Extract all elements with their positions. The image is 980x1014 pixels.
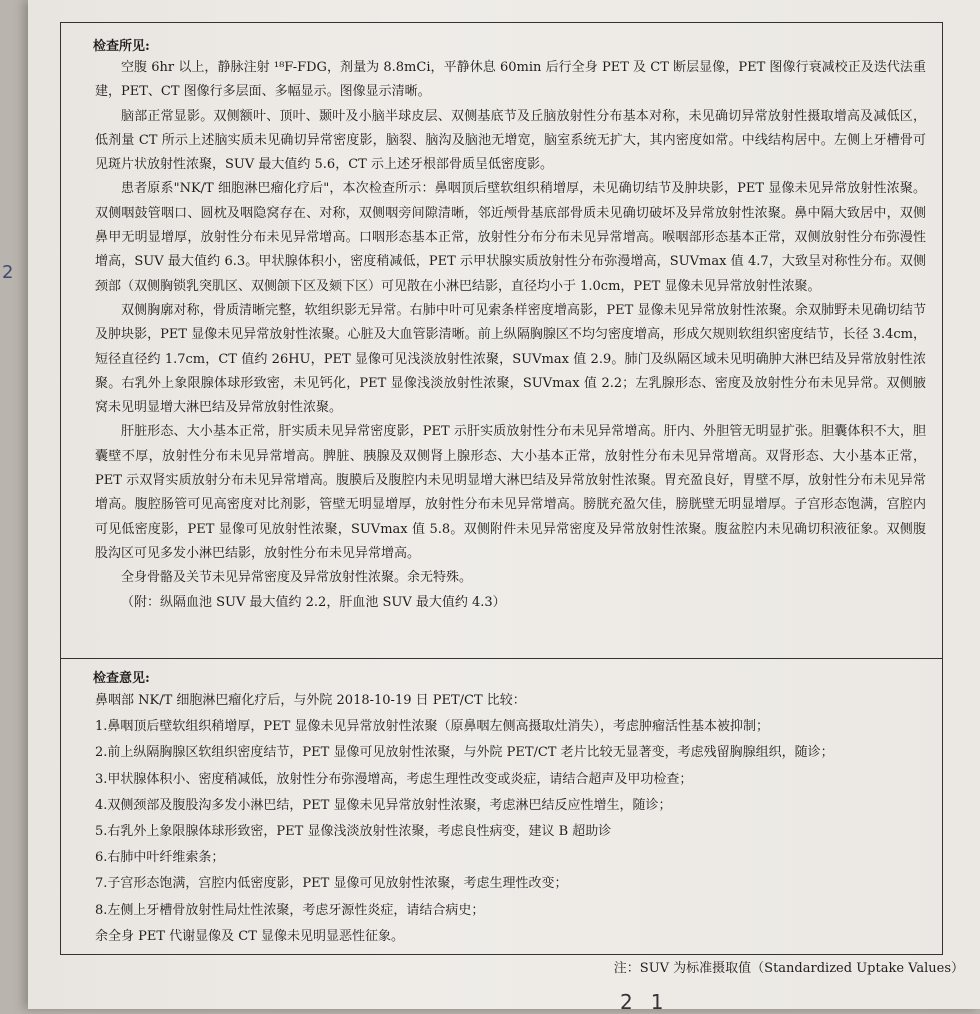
opinion-line: 3.甲状腺体积小、密度稍减低，放射性分布弥漫增高，考虑生理性改变或炎症，请结合超声及甲功检查； <box>95 771 693 787</box>
edge-mark: 2 <box>2 262 14 283</box>
opinion-title: 检查意见: <box>93 671 150 686</box>
opinion-line: 2.前上纵隔胸腺区软组织密度结节，PET 显像可见放射性浓聚，与外院 PET/CT 老片比较无显著变，考虑残留胸腺组织，随诊； <box>95 745 834 761</box>
findings-paragraph-chest: 双侧胸廓对称，骨质清晰完整，软组织影无异常。右肺中叶可见索条样密度增高影，PET 显像未见异常放射性浓聚。余双肺野未见确切结节及肿块影，PET 显像未见异常放射性浓聚。心脏及大血管影清晰。前上纵隔胸腺区不均匀密度增高，形成欠规则软组织密度结节，长径 3.4cm，短径直径约 1.7cm，CT 值约 26HU，PET 显像可见浅淡放射性浓聚，SUVmax 值 2.9。肺门及纵隔区域未见明确肿大淋巴结及异常放射性浓聚。右乳外上象限腺体球形致密，未见钙化，PET 显像浅淡放射性浓聚，SUVmax 值 2.2；左乳腺形态、密度及放射性分布未见异常。双侧腋窝未见明显增大淋巴结及异常放射性浓聚。 <box>95 302 926 416</box>
opinion-line: 8.左侧上牙槽骨放射性局灶性浓聚，考虑牙源性炎症，请结合病史； <box>95 902 485 918</box>
opinion-line: 6.右肺中叶纤维索条； <box>95 850 225 866</box>
opinion-line: 余全身 PET 代谢显像及 CT 显像未见明显恶性征象。 <box>95 928 405 944</box>
findings-paragraph-bone: 全身骨骼及关节未见异常密度及异常放射性浓聚。余无特殊。 <box>121 570 473 586</box>
findings-paragraph-scan: 空腹 6hr 以上，静脉注射 ¹⁸F-FDG，剂量为 8.8mCi，平静休息 60min 后行全身 PET 及 CT 断层显像，PET 图像行衰减校正及迭代法重建，PET、CT 图像行多层面、多幅显示。图像显示清晰。 <box>95 60 926 100</box>
page-number: 21 <box>620 990 682 1014</box>
findings-paragraph-abdomen: 肝脏形态、大小基本正常，肝实质未见异常密度影，PET 示肝实质放射性分布未见异常增高。肝内、外胆管无明显扩张。胆囊体积不大，胆囊壁不厚，放射性分布未见异常增高。脾脏、胰腺及双侧肾上腺形态、大小基本正常，放射性分布未见异常增高。双肾形态、大小基本正常，PET 示双肾实质放射分布未见异常增高。腹膜后及腹腔内未见明显增大淋巴结及异常放射性浓聚。胃充盈良好，胃壁不厚，放射性分布未见异常增高。腹腔肠管可见高密度对比剂影，管壁无明显增厚，放射性分布未见异常增高。膀胱充盈欠佳，膀胱壁无明显增厚。子宫形态饱满，宫腔内可见低密度影，PET 显像可见放射性浓聚，SUVmax 值 5.8。双侧附件未见异常密度及异常放射性浓聚。腹盆腔内未见确切积液征象。双侧腹股沟区可见多发小淋巴结影，放射性分布未见异常增高。 <box>95 424 926 561</box>
findings-paragraph-head-neck: 患者原系"NK/T 细胞淋巴瘤化疗后"，本次检查所示：鼻咽顶后壁软组织稍增厚，未见确切结节及肿块影，PET 显像未见异常放射性浓聚。双侧咽鼓管咽口、圆枕及咽隐窝存在、对称，双侧咽旁间隙清晰，邻近颅骨基底部骨质未见确切破坏及异常放射性浓聚。鼻中隔大致居中，双侧鼻甲无明显增厚，放射性分布未见异常增高。口咽形态基本正常，放射性分布分布未见异常增高。喉咽部形态基本正常，双侧放射性分布弥漫性增高，SUV 最大值约 6.3。甲状腺体积小，密度稍减低，PET 示甲状腺实质放射性分布弥漫增高，SUVmax 值 4.7，大致呈对称性分布。双侧颈部（双侧胸锁乳突肌区、双侧颌下区及颏下区）可见散在小淋巴结影，直径均小于 1.0cm，PET 显像未见异常放射性浓聚。 <box>95 181 926 294</box>
findings-section <box>60 22 943 659</box>
opinion-line: 7.子宫形态饱满，宫腔内低密度影，PET 显像可见放射性浓聚，考虑生理性改变； <box>95 876 568 892</box>
findings-note: （附：纵隔血池 SUV 最大值约 2.2，肝血池 SUV 最大值约 4.3） <box>121 594 506 610</box>
findings-paragraph-brain: 脑部正常显影。双侧额叶、顶叶、颞叶及小脑半球皮层、双侧基底节及丘脑放射性分布基本对称，未见确切异常放射性摄取增高及减低区，低剂量 CT 所示上述脑实质未见确切异常密度影，脑裂、脑沟及脑池无增宽，脑室系统无扩大，其内密度如常。中线结构居中。左侧上牙槽骨可见斑片状放射性浓聚，SUV 最大值约 5.6，CT 示上述牙根部骨质呈低密度影。 <box>95 108 926 173</box>
suv-footnote: 注：SUV 为标准摄取值（Standardized Uptake Values） <box>613 961 964 976</box>
opinion-section <box>60 659 943 955</box>
opinion-line: 鼻咽部 NK/T 细胞淋巴瘤化疗后，与外院 2018-10-19 日 PET/CT 比较： <box>95 693 526 708</box>
opinion-line: 1.鼻咽顶后壁软组织稍增厚，PET 显像未见异常放射性浓聚（原鼻咽左侧高摄取灶消失），考虑肿瘤活性基本被抑制； <box>95 719 769 735</box>
opinion-line: 5.右乳外上象限腺体球形致密，PET 显像浅淡放射性浓聚，考虑良性病变，建议 B 超助诊 <box>95 824 612 840</box>
opinion-line: 4.双侧颈部及腹股沟多发小淋巴结，PET 显像未见异常放射性浓聚，考虑淋巴结反应性增生，随诊； <box>95 797 672 813</box>
findings-title: 检查所见: <box>93 39 150 54</box>
